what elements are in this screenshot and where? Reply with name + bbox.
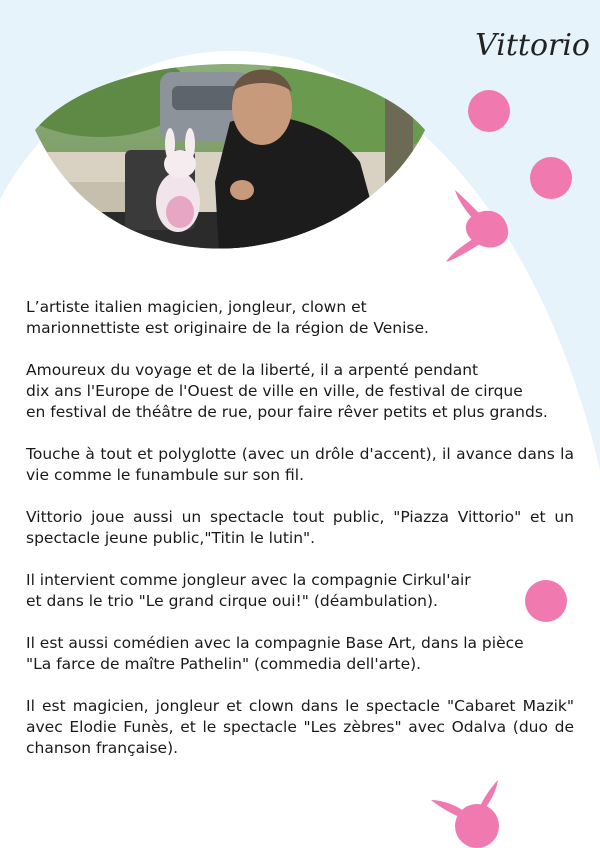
paragraph-polyglot: Touche à tout et polyglotte (avec un drôle d'accent), il avance dans la vie comme le funambule sur son fil. (26, 445, 574, 484)
paragraph-origin: L’artiste italien magicien, jongleur, clown et marionnettiste est originaire de la région de Venise. (26, 298, 429, 337)
paragraph-travel: Amoureux du voyage et de la liberté, il a arpenté pendant dix ans l'Europe de l'Ouest de ville en ville, de festival de cirque en festival de théâtre de rue, pour faire rêver petits et plus grands. (26, 361, 548, 421)
performer-photo (30, 52, 430, 272)
paragraph-magician: Il est magicien, jongleur et clown dans le spectacle "Cabaret Mazik" avec Elodie Funès, et le spectacle "Les zèbres" avec Odalva (duo de chanson française). (26, 697, 574, 757)
biography-text (26, 297, 574, 780)
paragraph-actor: Il est aussi comédien avec la compagnie Base Art, dans la pièce "La farce de maître Pathelin" (commedia dell'arte). (26, 634, 524, 673)
page-title: Vittorio (475, 28, 590, 63)
paragraph-shows: Vittorio joue aussi un spectacle tout public, "Piazza Vittorio" et un spectacle jeune public,"Titin le lutin". (26, 508, 574, 547)
paragraph-juggler: Il intervient comme jongleur avec la compagnie Cirkul'air et dans le trio "Le grand cirque oui!" (déambulation). (26, 571, 471, 610)
